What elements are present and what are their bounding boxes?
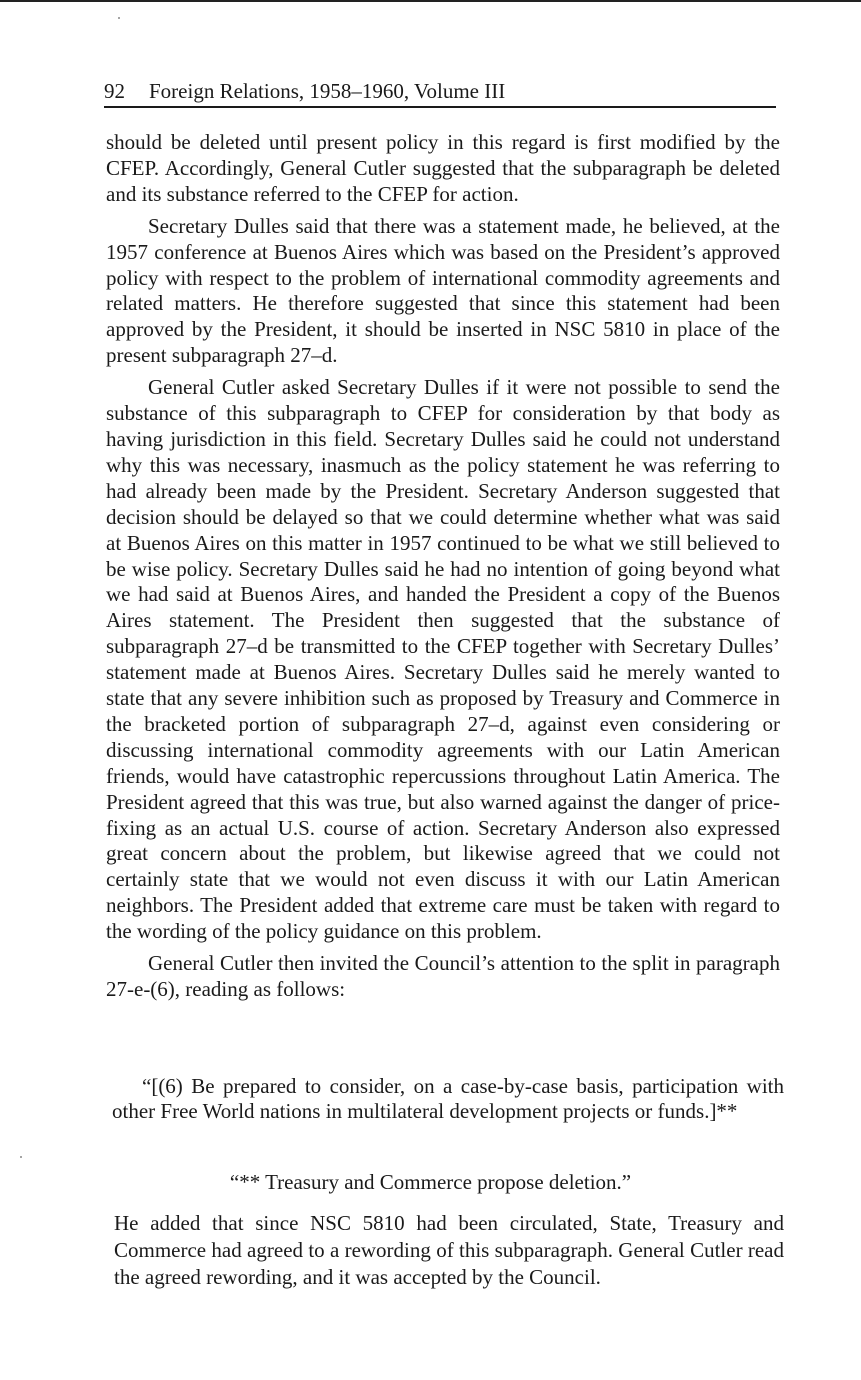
page-number: 92: [104, 79, 125, 103]
volume-title: Foreign Relations, 1958–1960, Volume III: [149, 79, 506, 103]
closing-paragraph: He added that since NSC 5810 had been circulated, State, Treasury and Commerce had agreed to a rewording of this subparagraph. General Cutler read the agreed rewording, and it was accepted by the Council.: [114, 1211, 784, 1289]
quote-text: “[(6) Be prepared to consider, on a case-by-case basis, participation with other Free World nations in multilateral development projects or funds.]**: [112, 1074, 784, 1123]
page-top-edge: [0, 0, 861, 2]
block-quote: [112, 1074, 784, 1124]
body-text: [106, 130, 780, 1009]
paragraph-cutler-discussion: General Cutler asked Secretary Dulles if it were not possible to send the substance of this subparagraph to CFEP for consideration by that body as having jurisdiction in this field. Secretary Dulles said he could not understand why this was necessary, inasmuch as the policy statement he was referring to had already been made by the President. Secretary Anderson suggested that decision should be delayed so that we could determine whether what was said at Buenos Aires on this matter in 1957 continued to be what we still believed to be wise policy. Secretary Dulles said he had no intention of going beyond what we had said at Buenos Aires, and handed the President a copy of the Buenos Aires statement. The President then suggested that the substance of subparagraph 27–d be transmitted to the CFEP together with Secretary Dulles’ statement made at Buenos Aires. Secretary Dulles said he merely wanted to state that any severe inhibition such as proposed by Treasury and Commerce in the bracketed portion of subparagraph 27–d, against even considering or discussing international commodity agreements with our Latin American friends, would have catastrophic repercussions throughout Latin America. The President agreed that this was true, but also warned against the danger of price-fixing as an actual U.S. course of action. Secretary Anderson also expressed great concern about the problem, but likewise agreed that we could not certainly state that we would not even discuss it with our Latin American neighbors. The President added that extreme care must be taken with regard to the wording of the policy guidance on this problem.: [106, 375, 780, 944]
running-head: [104, 76, 776, 108]
paragraph-continuation: should be deleted until present policy in this regard is first modified by the CFEP. Accordingly, General Cutler suggested that the subparagraph be deleted and its substance referred to the CFEP for action.: [106, 130, 780, 206]
scan-speck: [118, 17, 120, 19]
closing-text: [114, 1210, 784, 1291]
paragraph-split-intro: General Cutler then invited the Council’s attention to the split in paragraph 27-e-(6), reading as follows:: [106, 951, 780, 1001]
quote-footnote: “** Treasury and Commerce propose deletion.”: [229, 1170, 632, 1194]
paragraph-dulles-statement: Secretary Dulles said that there was a statement made, he believed, at the 1957 conference at Buenos Aires which was based on the President’s approved policy with respect to the problem of international commodity agreements and related matters. He therefore suggested that since this statement had been approved by the President, it should be inserted in NSC 5810 in place of the present subparagraph 27–d.: [106, 213, 780, 368]
scan-speck: [20, 1156, 22, 1158]
